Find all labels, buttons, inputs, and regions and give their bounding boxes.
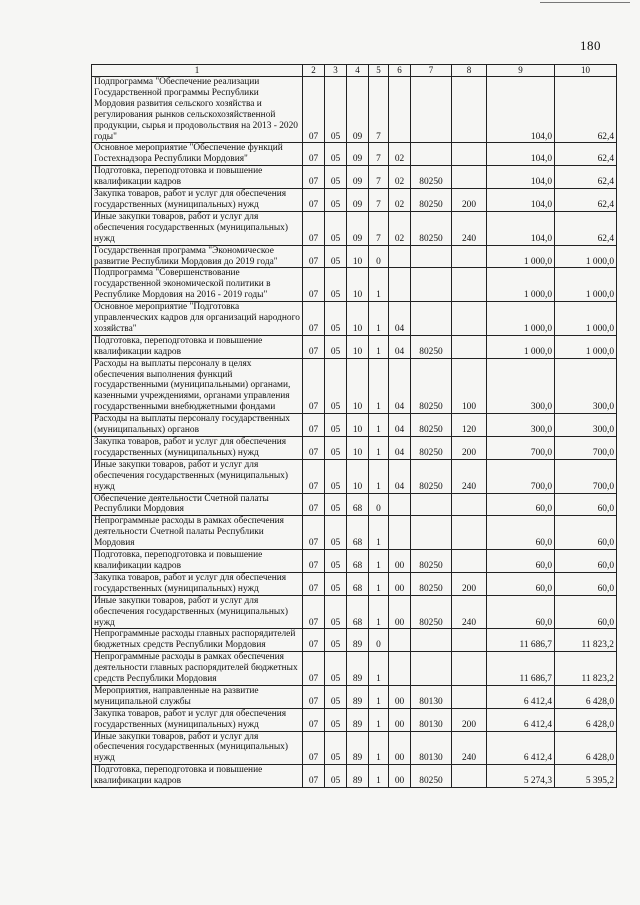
amount-cell: 60,0 xyxy=(487,516,555,550)
row-name-cell: Мероприятия, направленные на развитие муниципальной службы xyxy=(92,685,303,708)
amount-cell: 300,0 xyxy=(555,414,617,437)
code-cell: 09 xyxy=(347,189,369,212)
code-cell: 1 xyxy=(369,731,389,765)
code-cell xyxy=(452,629,487,652)
code-cell: 04 xyxy=(389,335,411,358)
code-cell: 05 xyxy=(325,595,347,629)
code-cell: 05 xyxy=(325,143,347,166)
amount-cell: 700,0 xyxy=(487,459,555,493)
row-name-cell: Обеспечение деятельности Счетной палаты Республики Мордовия xyxy=(92,493,303,516)
code-cell: 80250 xyxy=(411,437,452,460)
code-cell xyxy=(452,516,487,550)
code-cell: 80250 xyxy=(411,765,452,788)
amount-cell: 62,4 xyxy=(555,189,617,212)
amount-cell: 60,0 xyxy=(487,572,555,595)
code-cell: 07 xyxy=(303,652,325,686)
code-cell: 05 xyxy=(325,493,347,516)
code-cell: 80250 xyxy=(411,414,452,437)
table-row xyxy=(92,459,617,493)
code-cell: 1 xyxy=(369,708,389,731)
amount-cell: 104,0 xyxy=(487,143,555,166)
code-cell: 05 xyxy=(325,629,347,652)
code-cell: 05 xyxy=(325,652,347,686)
code-cell: 07 xyxy=(303,765,325,788)
table-row xyxy=(92,493,617,516)
code-cell xyxy=(452,765,487,788)
row-name-cell: Закупка товаров, работ и услуг для обеспечения государственных (муниципальных) нужд xyxy=(92,708,303,731)
code-cell xyxy=(452,652,487,686)
table-row xyxy=(92,765,617,788)
amount-cell: 11 686,7 xyxy=(487,652,555,686)
code-cell: 200 xyxy=(452,572,487,595)
code-cell: 80250 xyxy=(411,335,452,358)
amount-cell: 60,0 xyxy=(487,550,555,573)
code-cell: 07 xyxy=(303,595,325,629)
code-cell: 200 xyxy=(452,189,487,212)
amount-cell: 6 428,0 xyxy=(555,708,617,731)
header-cell: 5 xyxy=(369,65,389,77)
table-header-row xyxy=(92,65,617,77)
code-cell: 02 xyxy=(389,166,411,189)
code-cell xyxy=(452,166,487,189)
code-cell: 89 xyxy=(347,685,369,708)
code-cell: 80250 xyxy=(411,459,452,493)
amount-cell: 1 000,0 xyxy=(555,245,617,268)
code-cell: 07 xyxy=(303,414,325,437)
code-cell: 07 xyxy=(303,459,325,493)
amount-cell: 700,0 xyxy=(487,437,555,460)
row-name-cell: Иные закупки товаров, работ и услуг для обеспечения государственных (муниципальных) нужд xyxy=(92,595,303,629)
code-cell xyxy=(452,268,487,302)
row-name-cell: Подготовка, переподготовка и повышение квалификации кадров xyxy=(92,550,303,573)
code-cell: 240 xyxy=(452,731,487,765)
amount-cell: 6 412,4 xyxy=(487,708,555,731)
code-cell: 00 xyxy=(389,708,411,731)
code-cell: 05 xyxy=(325,358,347,414)
code-cell: 07 xyxy=(303,516,325,550)
amount-cell: 6 428,0 xyxy=(555,731,617,765)
row-name-cell: Непрограммные расходы в рамках обеспечения деятельности главных распорядителей бюджетных средств Республики Мордовия xyxy=(92,652,303,686)
code-cell: 10 xyxy=(347,268,369,302)
code-cell xyxy=(411,652,452,686)
table-body xyxy=(92,77,617,788)
code-cell xyxy=(389,493,411,516)
amount-cell: 62,4 xyxy=(555,143,617,166)
amount-cell: 1 000,0 xyxy=(555,302,617,336)
code-cell: 07 xyxy=(303,335,325,358)
row-name-cell: Основное мероприятие "Обеспечение функций Гостехнадзора Республики Мордовия" xyxy=(92,143,303,166)
code-cell xyxy=(452,335,487,358)
code-cell xyxy=(452,245,487,268)
amount-cell: 300,0 xyxy=(487,358,555,414)
table-row xyxy=(92,550,617,573)
code-cell xyxy=(452,685,487,708)
code-cell: 1 xyxy=(369,358,389,414)
code-cell: 1 xyxy=(369,459,389,493)
amount-cell: 6 412,4 xyxy=(487,731,555,765)
code-cell: 04 xyxy=(389,358,411,414)
code-cell: 05 xyxy=(325,414,347,437)
amount-cell: 62,4 xyxy=(555,166,617,189)
code-cell: 80250 xyxy=(411,595,452,629)
code-cell: 240 xyxy=(452,595,487,629)
code-cell xyxy=(411,629,452,652)
code-cell: 07 xyxy=(303,629,325,652)
code-cell: 05 xyxy=(325,302,347,336)
amount-cell: 5 395,2 xyxy=(555,765,617,788)
row-name-cell: Подготовка, переподготовка и повышение квалификации кадров xyxy=(92,166,303,189)
table-row xyxy=(92,629,617,652)
code-cell: 80130 xyxy=(411,708,452,731)
code-cell xyxy=(411,493,452,516)
code-cell: 00 xyxy=(389,685,411,708)
code-cell: 07 xyxy=(303,268,325,302)
code-cell: 09 xyxy=(347,143,369,166)
code-cell: 09 xyxy=(347,211,369,245)
code-cell: 7 xyxy=(369,166,389,189)
table-row xyxy=(92,572,617,595)
code-cell: 05 xyxy=(325,572,347,595)
table-row xyxy=(92,708,617,731)
code-cell: 07 xyxy=(303,211,325,245)
row-name-cell: Подпрограмма "Совершенствование государственной экономической политики в Республике Мордовия на 2016 - 2019 годы" xyxy=(92,268,303,302)
code-cell: 04 xyxy=(389,437,411,460)
code-cell: 05 xyxy=(325,166,347,189)
code-cell: 1 xyxy=(369,765,389,788)
top-edge-mark xyxy=(540,2,630,3)
row-name-cell: Иные закупки товаров, работ и услуг для обеспечения государственных (муниципальных) нужд xyxy=(92,211,303,245)
row-name-cell: Основное мероприятие "Подготовка управленческих кадров для организаций народного хозяйства" xyxy=(92,302,303,336)
code-cell: 05 xyxy=(325,437,347,460)
table-row xyxy=(92,437,617,460)
amount-cell: 62,4 xyxy=(555,211,617,245)
table-row xyxy=(92,731,617,765)
code-cell: 05 xyxy=(325,516,347,550)
code-cell: 02 xyxy=(389,189,411,212)
code-cell: 05 xyxy=(325,77,347,143)
code-cell xyxy=(389,245,411,268)
code-cell xyxy=(389,77,411,143)
table-row xyxy=(92,211,617,245)
code-cell: 07 xyxy=(303,189,325,212)
code-cell: 89 xyxy=(347,765,369,788)
table-row xyxy=(92,652,617,686)
code-cell: 00 xyxy=(389,765,411,788)
code-cell: 07 xyxy=(303,731,325,765)
row-name-cell: Закупка товаров, работ и услуг для обеспечения государственных (муниципальных) нужд xyxy=(92,189,303,212)
code-cell xyxy=(452,143,487,166)
code-cell xyxy=(411,77,452,143)
code-cell: 05 xyxy=(325,268,347,302)
code-cell: 7 xyxy=(369,143,389,166)
code-cell: 89 xyxy=(347,629,369,652)
amount-cell: 60,0 xyxy=(487,493,555,516)
code-cell: 07 xyxy=(303,358,325,414)
code-cell: 07 xyxy=(303,166,325,189)
code-cell: 10 xyxy=(347,245,369,268)
table-row xyxy=(92,245,617,268)
amount-cell: 1 000,0 xyxy=(487,268,555,302)
code-cell: 10 xyxy=(347,437,369,460)
row-name-cell: Непрограммные расходы в рамках обеспечения деятельности Счетной палаты Республики Мордовия xyxy=(92,516,303,550)
table-row xyxy=(92,516,617,550)
code-cell xyxy=(452,302,487,336)
code-cell: 1 xyxy=(369,414,389,437)
amount-cell: 1 000,0 xyxy=(487,335,555,358)
row-name-cell: Расходы на выплаты персоналу государственных (муниципальных) органов xyxy=(92,414,303,437)
table-row xyxy=(92,166,617,189)
code-cell: 80130 xyxy=(411,731,452,765)
code-cell: 68 xyxy=(347,550,369,573)
code-cell: 80250 xyxy=(411,166,452,189)
code-cell: 05 xyxy=(325,335,347,358)
code-cell: 00 xyxy=(389,595,411,629)
code-cell xyxy=(452,493,487,516)
code-cell: 1 xyxy=(369,516,389,550)
amount-cell: 1 000,0 xyxy=(487,245,555,268)
header-cell: 2 xyxy=(303,65,325,77)
code-cell: 80250 xyxy=(411,211,452,245)
code-cell: 10 xyxy=(347,302,369,336)
amount-cell: 104,0 xyxy=(487,166,555,189)
code-cell: 68 xyxy=(347,595,369,629)
row-name-cell: Иные закупки товаров, работ и услуг для обеспечения государственных (муниципальных) нужд xyxy=(92,459,303,493)
table-row xyxy=(92,143,617,166)
code-cell: 7 xyxy=(369,77,389,143)
budget-table xyxy=(91,64,617,788)
code-cell: 1 xyxy=(369,268,389,302)
row-name-cell: Закупка товаров, работ и услуг для обеспечения государственных (муниципальных) нужд xyxy=(92,572,303,595)
code-cell: 05 xyxy=(325,731,347,765)
code-cell: 04 xyxy=(389,459,411,493)
code-cell xyxy=(411,143,452,166)
code-cell: 1 xyxy=(369,595,389,629)
amount-cell: 300,0 xyxy=(555,358,617,414)
code-cell: 68 xyxy=(347,572,369,595)
code-cell: 120 xyxy=(452,414,487,437)
code-cell: 07 xyxy=(303,245,325,268)
amount-cell: 700,0 xyxy=(555,437,617,460)
code-cell xyxy=(389,516,411,550)
code-cell: 05 xyxy=(325,708,347,731)
code-cell: 80250 xyxy=(411,550,452,573)
code-cell: 7 xyxy=(369,211,389,245)
code-cell: 80250 xyxy=(411,358,452,414)
amount-cell: 104,0 xyxy=(487,77,555,143)
code-cell: 80250 xyxy=(411,572,452,595)
table-row xyxy=(92,335,617,358)
code-cell: 0 xyxy=(369,493,389,516)
amount-cell: 11 823,2 xyxy=(555,629,617,652)
code-cell xyxy=(389,268,411,302)
code-cell xyxy=(411,268,452,302)
code-cell: 00 xyxy=(389,550,411,573)
code-cell: 80130 xyxy=(411,685,452,708)
code-cell xyxy=(452,550,487,573)
amount-cell: 1 000,0 xyxy=(487,302,555,336)
code-cell: 1 xyxy=(369,302,389,336)
code-cell: 05 xyxy=(325,211,347,245)
code-cell xyxy=(411,516,452,550)
row-name-cell: Подпрограмма "Обеспечение реализации Государственной программы Республики Мордовия развития сельского хозяйства и регулирования рынков сельскохозяйственной продукции, сырья и продовольствия на 2013 - 2020 годы" xyxy=(92,77,303,143)
code-cell: 09 xyxy=(347,166,369,189)
table-row xyxy=(92,302,617,336)
code-cell xyxy=(452,77,487,143)
code-cell: 07 xyxy=(303,77,325,143)
amount-cell: 104,0 xyxy=(487,189,555,212)
row-name-cell: Подготовка, переподготовка и повышение квалификации кадров xyxy=(92,765,303,788)
amount-cell: 60,0 xyxy=(487,595,555,629)
amount-cell: 60,0 xyxy=(555,572,617,595)
header-cell: 9 xyxy=(487,65,555,77)
row-name-cell: Расходы на выплаты персоналу в целях обеспечения выполнения функций государственными (муниципальными) органами, казенными учреждениями, органами управления государственными внебюджетными фондами xyxy=(92,358,303,414)
table-row xyxy=(92,414,617,437)
table-row xyxy=(92,685,617,708)
code-cell: 05 xyxy=(325,765,347,788)
code-cell: 240 xyxy=(452,211,487,245)
code-cell: 07 xyxy=(303,143,325,166)
code-cell: 09 xyxy=(347,77,369,143)
code-cell: 10 xyxy=(347,414,369,437)
header-cell: 6 xyxy=(389,65,411,77)
code-cell: 07 xyxy=(303,708,325,731)
code-cell: 05 xyxy=(325,685,347,708)
code-cell: 05 xyxy=(325,245,347,268)
amount-cell: 700,0 xyxy=(555,459,617,493)
code-cell: 200 xyxy=(452,437,487,460)
code-cell: 1 xyxy=(369,335,389,358)
code-cell: 00 xyxy=(389,572,411,595)
amount-cell: 60,0 xyxy=(555,595,617,629)
row-name-cell: Государственная программа "Экономическое развитие Республики Мордовия до 2019 года" xyxy=(92,245,303,268)
code-cell: 10 xyxy=(347,358,369,414)
amount-cell: 11 823,2 xyxy=(555,652,617,686)
header-cell: 1 xyxy=(92,65,303,77)
table-row xyxy=(92,358,617,414)
code-cell: 0 xyxy=(369,629,389,652)
amount-cell: 1 000,0 xyxy=(555,268,617,302)
code-cell: 07 xyxy=(303,302,325,336)
table-row xyxy=(92,268,617,302)
page-number: 180 xyxy=(580,38,601,53)
amount-cell: 60,0 xyxy=(555,516,617,550)
amount-cell: 300,0 xyxy=(487,414,555,437)
code-cell: 89 xyxy=(347,652,369,686)
amount-cell: 6 428,0 xyxy=(555,685,617,708)
code-cell: 240 xyxy=(452,459,487,493)
code-cell: 0 xyxy=(369,245,389,268)
amount-cell: 1 000,0 xyxy=(555,335,617,358)
code-cell: 02 xyxy=(389,143,411,166)
row-name-cell: Закупка товаров, работ и услуг для обеспечения государственных (муниципальных) нужд xyxy=(92,437,303,460)
code-cell xyxy=(389,652,411,686)
code-cell: 200 xyxy=(452,708,487,731)
code-cell: 05 xyxy=(325,189,347,212)
amount-cell: 11 686,7 xyxy=(487,629,555,652)
code-cell: 07 xyxy=(303,493,325,516)
header-cell: 10 xyxy=(555,65,617,77)
code-cell: 1 xyxy=(369,652,389,686)
row-name-cell: Иные закупки товаров, работ и услуг для обеспечения государственных (муниципальных) нужд xyxy=(92,731,303,765)
code-cell: 07 xyxy=(303,572,325,595)
row-name-cell: Непрограммные расходы главных распорядителей бюджетных средств Республики Мордовия xyxy=(92,629,303,652)
code-cell: 04 xyxy=(389,414,411,437)
code-cell xyxy=(411,245,452,268)
row-name-cell: Подготовка, переподготовка и повышение квалификации кадров xyxy=(92,335,303,358)
code-cell: 07 xyxy=(303,550,325,573)
code-cell: 02 xyxy=(389,211,411,245)
amount-cell: 60,0 xyxy=(555,493,617,516)
amount-cell: 62,4 xyxy=(555,77,617,143)
header-cell: 8 xyxy=(452,65,487,77)
code-cell: 07 xyxy=(303,437,325,460)
table-row xyxy=(92,189,617,212)
code-cell: 10 xyxy=(347,335,369,358)
amount-cell: 104,0 xyxy=(487,211,555,245)
code-cell: 89 xyxy=(347,708,369,731)
code-cell: 68 xyxy=(347,493,369,516)
code-cell: 05 xyxy=(325,550,347,573)
header-cell: 7 xyxy=(411,65,452,77)
amount-cell: 6 412,4 xyxy=(487,685,555,708)
code-cell: 05 xyxy=(325,459,347,493)
code-cell: 89 xyxy=(347,731,369,765)
amount-cell: 60,0 xyxy=(555,550,617,573)
code-cell: 00 xyxy=(389,731,411,765)
code-cell: 80250 xyxy=(411,189,452,212)
amount-cell: 5 274,3 xyxy=(487,765,555,788)
table-row xyxy=(92,77,617,143)
code-cell: 1 xyxy=(369,437,389,460)
code-cell xyxy=(389,629,411,652)
code-cell: 100 xyxy=(452,358,487,414)
table-row xyxy=(92,595,617,629)
code-cell: 1 xyxy=(369,550,389,573)
code-cell: 10 xyxy=(347,459,369,493)
code-cell: 1 xyxy=(369,572,389,595)
header-cell: 3 xyxy=(325,65,347,77)
code-cell: 07 xyxy=(303,685,325,708)
code-cell: 68 xyxy=(347,516,369,550)
code-cell: 7 xyxy=(369,189,389,212)
header-cell: 4 xyxy=(347,65,369,77)
code-cell xyxy=(411,302,452,336)
code-cell: 1 xyxy=(369,685,389,708)
code-cell: 04 xyxy=(389,302,411,336)
